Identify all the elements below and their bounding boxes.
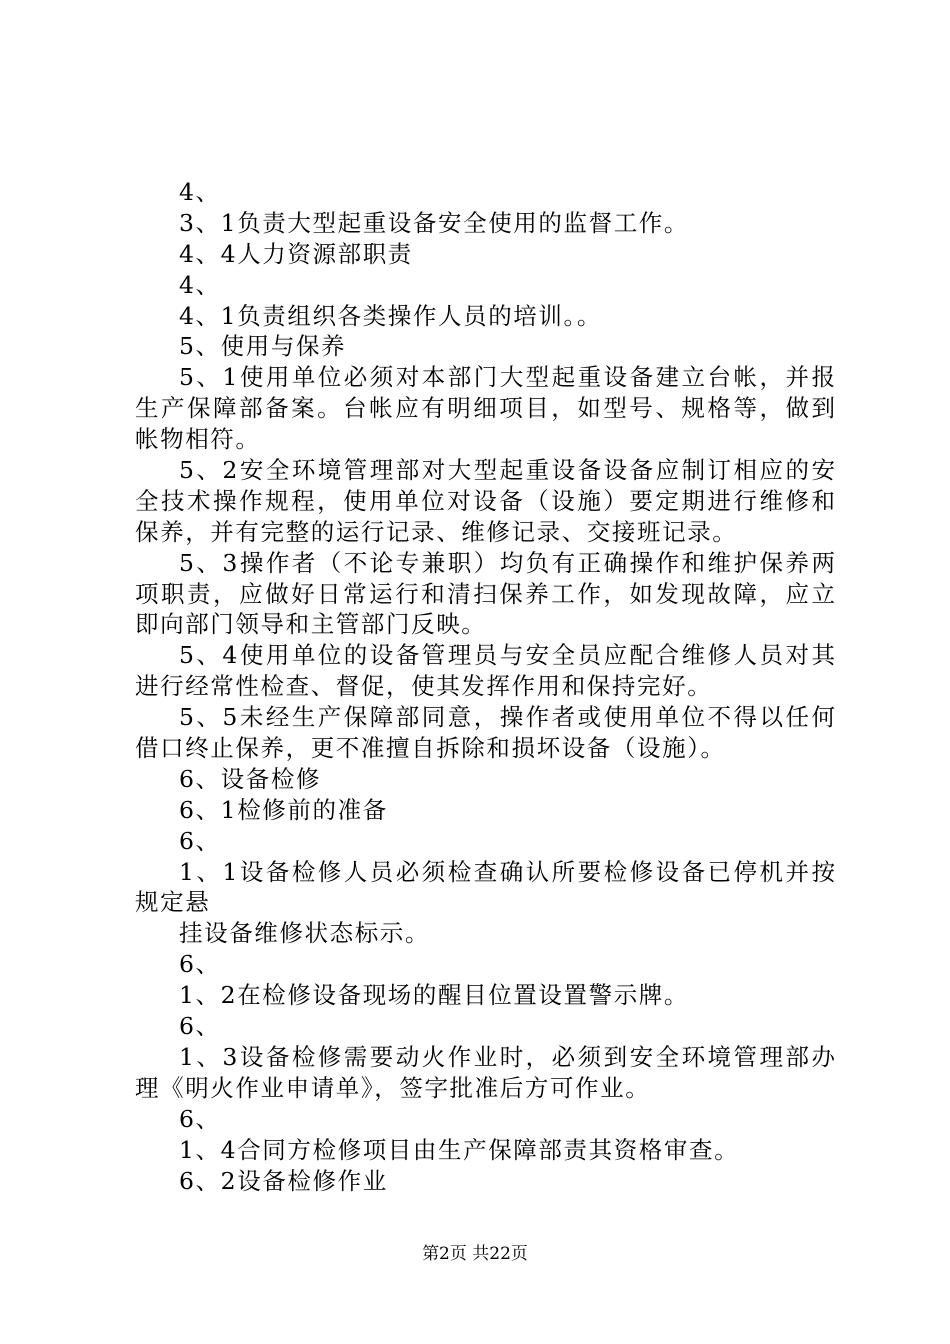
text-line: 规定悬: [135, 888, 211, 917]
text-line: 5、3操作者（不论专兼职）均负有正确操作和维护保养两: [179, 548, 835, 577]
text-line: 1、1设备检修人员必须检查确认所要检修设备已停机并按: [179, 857, 835, 886]
text-line: 4、4人力资源部职责: [179, 239, 413, 268]
text-line: 5、2安全环境管理部对大型起重设备设备应制订相应的安: [179, 456, 835, 485]
text-line: 项职责，应做好日常运行和清扫保养工作，如发现故障，应立: [135, 579, 835, 608]
text-line: 5、4使用单位的设备管理员与安全员应配合维修人员对其: [179, 641, 835, 670]
document-body: [135, 177, 835, 1196]
text-line: 帐物相符。: [135, 425, 261, 454]
text-line: 1、4合同方检修项目由生产保障部责其资格审查。: [179, 1135, 740, 1164]
text-line: 4、1负责组织各类操作人员的培训。。: [179, 301, 602, 330]
text-line: 保养，并有完整的运行记录、维修记录、交接班记录。: [135, 517, 738, 546]
text-line: 5、5未经生产保障部同意，操作者或使用单位不得以任何: [179, 703, 835, 732]
text-line: 3、1负责大型起重设备安全使用的监督工作。: [179, 208, 690, 237]
text-line: 借口终止保养，更不准擅自拆除和损坏设备（设施）。: [135, 734, 726, 763]
text-line: 6、设备检修: [179, 764, 322, 793]
text-line: 生产保障部备案。台帐应有明细项目，如型号、规格等，做到: [135, 394, 835, 423]
text-line: 进行经常性检查、督促，使其发挥作用和保持完好。: [135, 672, 713, 701]
text-line: 1、2在检修设备现场的醒目位置设置警示牌。: [179, 981, 690, 1010]
text-line: 5、使用与保养: [179, 332, 347, 361]
text-line: 6、1检修前的准备: [179, 795, 388, 824]
text-line: 5、1使用单位必须对本部门大型起重设备建立台帐，并报: [179, 363, 835, 392]
page-number-footer: 第2页 共22页: [422, 1244, 528, 1264]
text-line: 6、: [179, 1104, 221, 1133]
text-line: 即向部门领导和主管部门反映。: [135, 610, 487, 639]
text-line: 4、: [179, 178, 221, 206]
text-line: 理《明火作业申请单》，签字批准后方可作业。: [135, 1073, 651, 1102]
text-line: 1、3设备检修需要动火作业时，必须到安全环境管理部办: [179, 1042, 835, 1071]
text-line: 6、: [179, 950, 221, 979]
text-line: 6、2设备检修作业: [179, 1166, 388, 1195]
text-line: 挂设备维修状态标示。: [179, 919, 430, 948]
text-line: 6、: [179, 1012, 221, 1041]
text-line: 6、: [179, 826, 221, 855]
text-line: 4、: [179, 270, 221, 299]
text-line: 全技术操作规程，使用单位对设备（设施）要定期进行维修和: [135, 486, 835, 515]
